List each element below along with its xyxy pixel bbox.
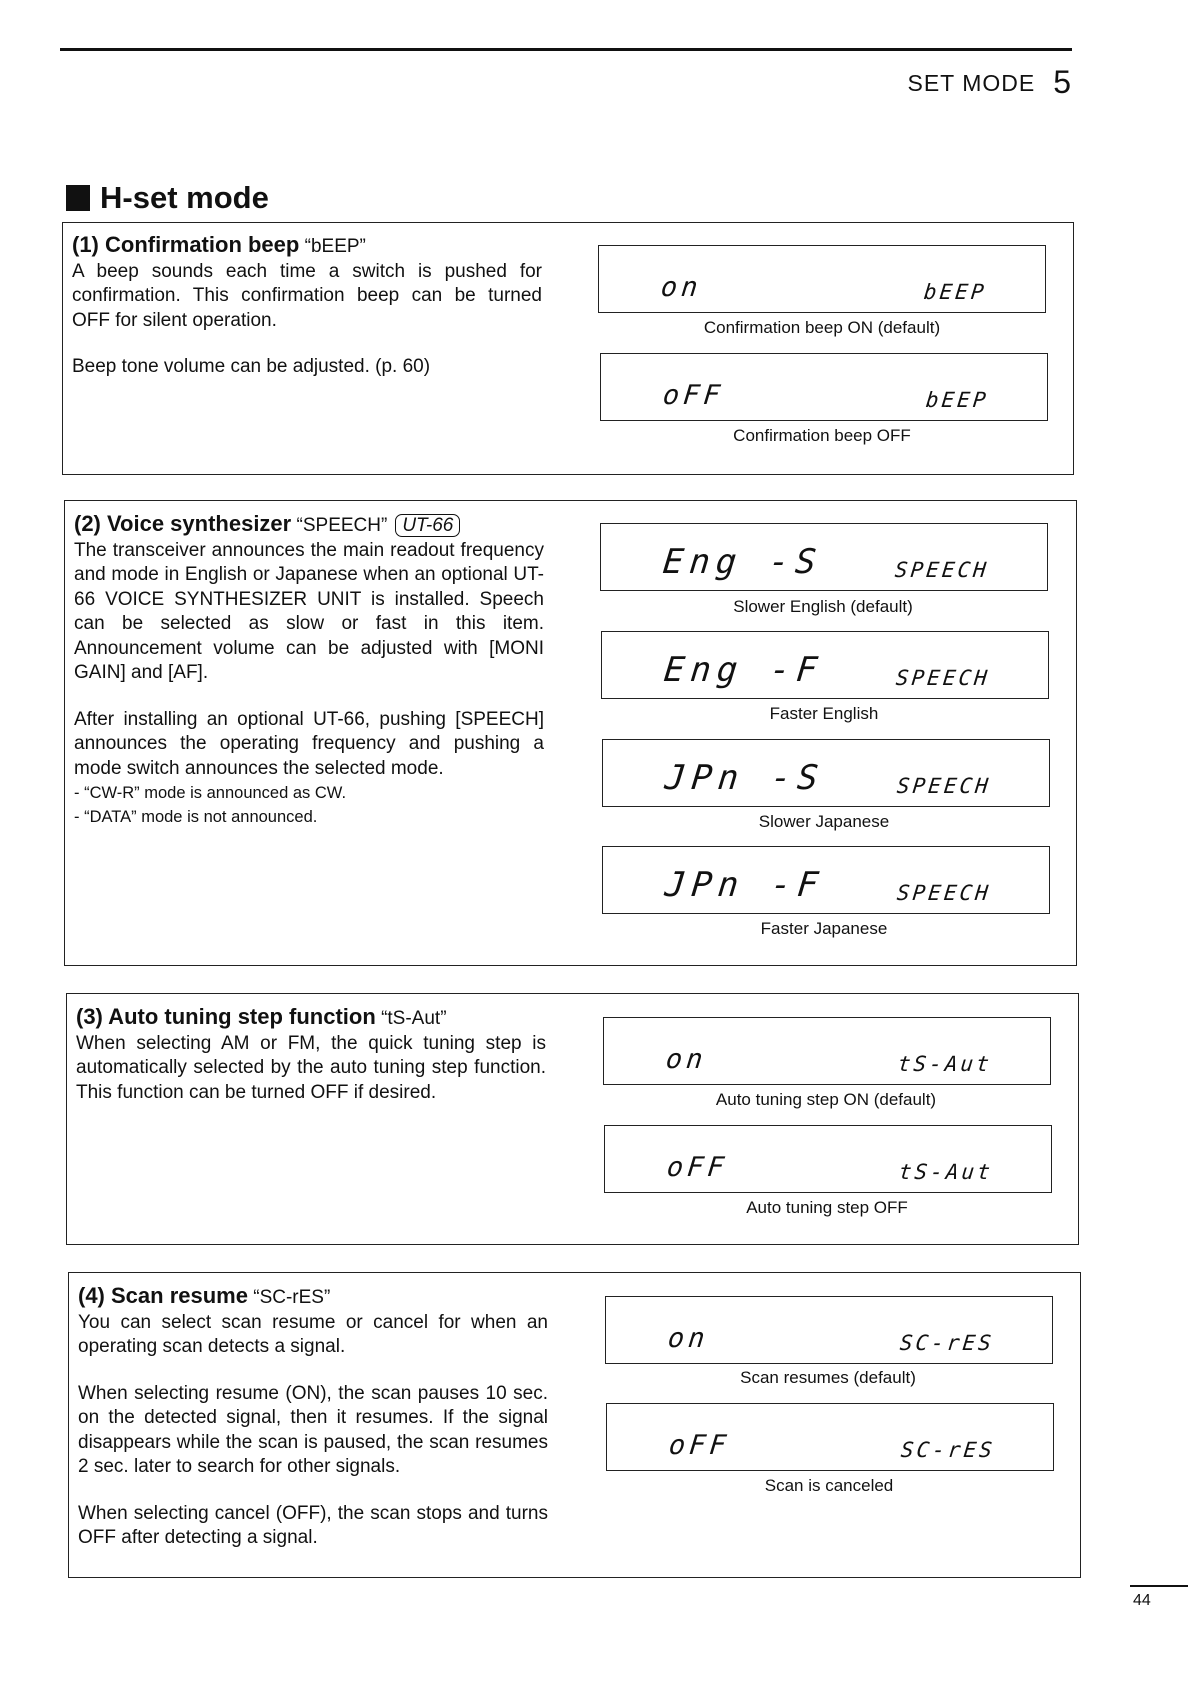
- item-4-para-3: When selecting cancel (OFF), the scan stops and turns OFF after detecting a signal.: [78, 1502, 548, 1548]
- item-2-param: “SPEECH”: [296, 515, 388, 536]
- lcd-key: SC-rES: [898, 1331, 996, 1355]
- lcd-key: bEEP: [925, 388, 991, 412]
- lcd-value: Eng -F: [661, 650, 825, 690]
- lcd-caption: Faster Japanese: [760, 919, 888, 938]
- lcd-key: SPEECH: [894, 666, 992, 690]
- lcd-caption: Slower English (default): [733, 597, 913, 616]
- lcd-display: [606, 1403, 1054, 1471]
- lcd-value: JPn -F: [662, 865, 826, 905]
- lcd-key: tS-Aut: [896, 1052, 994, 1076]
- lcd-value: oFF: [661, 380, 726, 411]
- item-2-para-1: The transceiver announces the main readout frequency and mode in English or Japanese when an optional UT-66 VOICE SYNTHESIZER UNIT is installed. Speech can be selected as slow or fast in this item. Announcement volume can be adjusted with [MONI GAIN] and [AF].: [74, 539, 544, 683]
- lcd-display: [598, 245, 1046, 313]
- lcd-caption: Confirmation beep OFF: [733, 426, 911, 445]
- lcd-key: SPEECH: [895, 881, 993, 905]
- lcd-value: oFF: [667, 1430, 732, 1461]
- item-2-note-2: - “DATA” mode is not announced.: [74, 808, 318, 826]
- item-2-title: (2) Voice synthesizer: [74, 511, 292, 536]
- item-3-param: “tS-Aut”: [381, 1008, 447, 1029]
- item-4-para-1: You can select scan resume or cancel for when an operating scan detects a signal.: [78, 1311, 548, 1357]
- lcd-caption: Confirmation beep ON (default): [703, 318, 941, 337]
- lcd-value: on: [664, 1044, 709, 1075]
- lcd-caption: Auto tuning step ON (default): [715, 1090, 937, 1109]
- lcd-display: [605, 1296, 1053, 1364]
- lcd-display: [603, 1017, 1051, 1085]
- item-1-param: “bEEP”: [304, 236, 366, 257]
- running-header: [907, 62, 1072, 99]
- lcd-key: bEEP: [923, 280, 989, 304]
- item-3-para-1: When selecting AM or FM, the quick tuning step is automatically selected by the auto tuning step function. This function can be turned OFF if desired.: [76, 1032, 546, 1103]
- item-1-description: [72, 233, 542, 380]
- section-title: [66, 180, 269, 216]
- lcd-value: on: [659, 272, 704, 303]
- header-rule: [60, 48, 1072, 51]
- page-number-rule: [1130, 1585, 1188, 1587]
- lcd-display: [600, 353, 1048, 421]
- lcd-key: SC-rES: [899, 1438, 997, 1462]
- lcd-caption: Slower Japanese: [758, 812, 890, 831]
- section-title-text: H-set mode: [100, 180, 269, 215]
- lcd-value: JPn -S: [662, 758, 826, 798]
- ut66-option-badge: UT-66: [395, 514, 460, 537]
- lcd-display: [604, 1125, 1052, 1193]
- section-marker: [66, 185, 90, 211]
- item-3-description: [76, 1005, 546, 1105]
- lcd-key: SPEECH: [893, 558, 991, 582]
- lcd-value: on: [666, 1323, 711, 1354]
- item-1-title: (1) Confirmation beep: [72, 232, 300, 257]
- lcd-value: Eng -S: [660, 542, 824, 582]
- lcd-caption: Faster English: [769, 704, 879, 723]
- lcd-display: [600, 523, 1048, 591]
- item-2-note-1: - “CW-R” mode is announced as CW.: [74, 784, 347, 802]
- lcd-display: [601, 631, 1049, 699]
- item-1-para-1: A beep sounds each time a switch is pushed for confirmation. This confirmation beep can be turned OFF for silent operation.: [72, 260, 542, 331]
- item-4-param: “SC-rES”: [253, 1287, 331, 1308]
- lcd-caption: Scan resumes (default): [740, 1368, 916, 1387]
- item-4-description: [78, 1284, 548, 1551]
- lcd-key: SPEECH: [895, 774, 993, 798]
- chapter-number: 5: [1053, 64, 1072, 100]
- lcd-caption: Auto tuning step OFF: [746, 1198, 908, 1217]
- lcd-key: tS-Aut: [897, 1160, 995, 1184]
- item-2-para-2: After installing an optional UT-66, pushing [SPEECH] announces the operating frequency and pushing a mode switch announces the selected mode.: [74, 708, 544, 779]
- lcd-value: oFF: [665, 1152, 730, 1183]
- lcd-caption: Scan is canceled: [764, 1476, 894, 1495]
- item-4-para-2: When selecting resume (ON), the scan pauses 10 sec. on the detected signal, then it resumes. If the signal disappears while the scan is paused, the scan resumes 2 sec. later to search for other signals.: [78, 1382, 548, 1477]
- lcd-display: [602, 846, 1050, 914]
- item-1-para-2: Beep tone volume can be adjusted. (p. 60): [72, 356, 431, 377]
- item-3-title: (3) Auto tuning step function: [76, 1004, 376, 1029]
- item-2-description: [74, 512, 544, 829]
- item-4-title: (4) Scan resume: [78, 1283, 248, 1308]
- lcd-display: [602, 739, 1050, 807]
- page-number: 44: [1133, 1592, 1151, 1609]
- header-title: SET MODE: [907, 70, 1036, 96]
